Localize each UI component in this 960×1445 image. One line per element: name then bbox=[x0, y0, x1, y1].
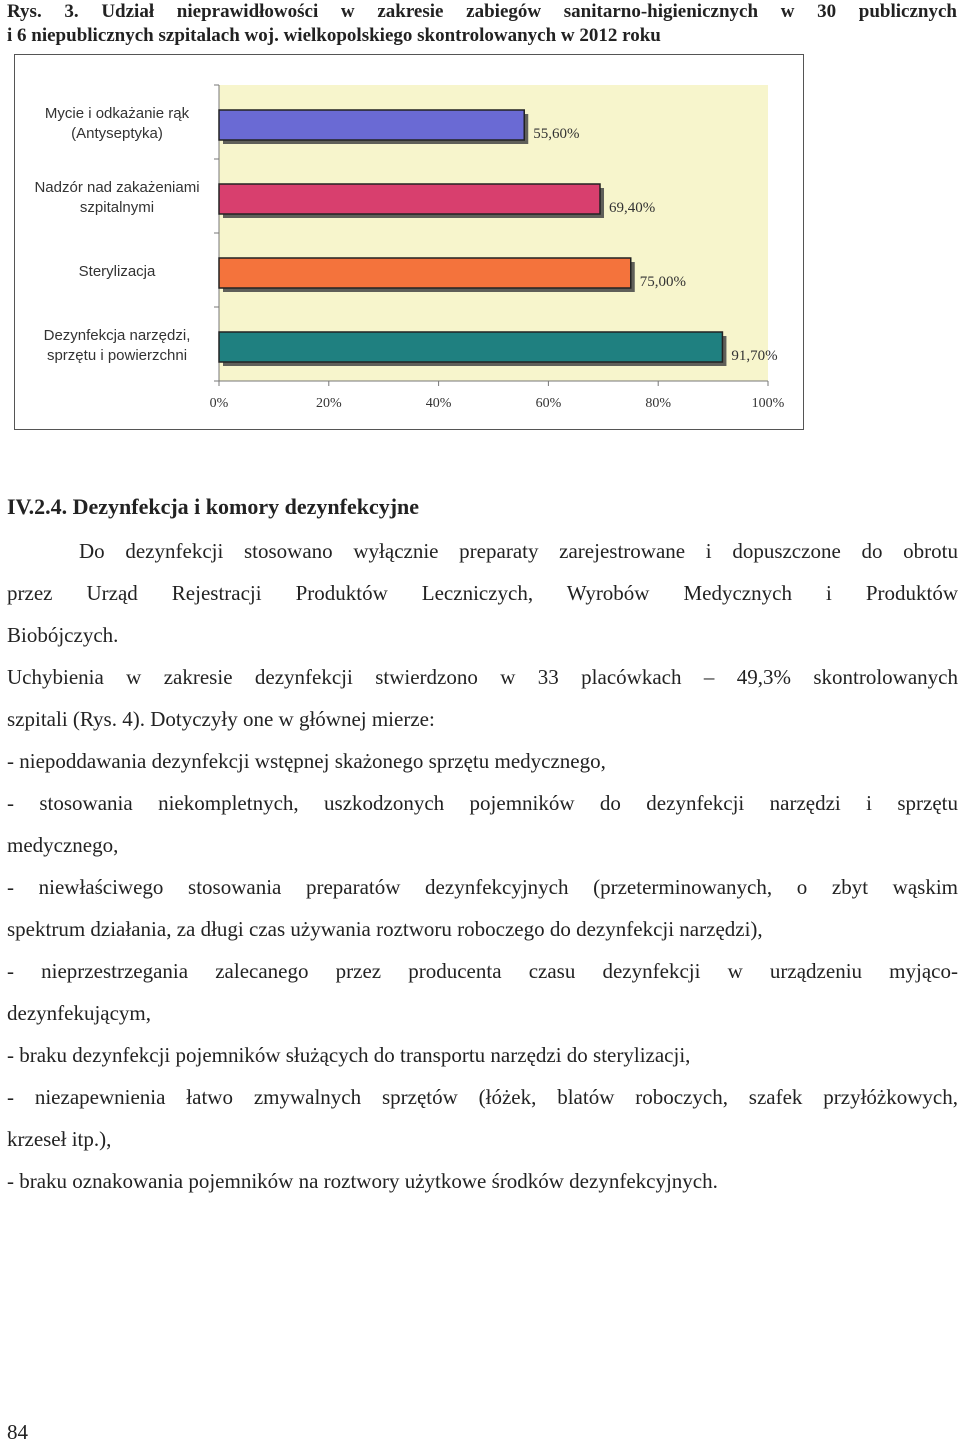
body-line: dezynfekującym, bbox=[7, 1001, 152, 1025]
x-tick-label: 0% bbox=[209, 396, 229, 411]
category-label: sprzętu i powierzchni bbox=[46, 347, 188, 364]
body-line: szpitali (Rys. 4). Dotyczyły one w głównej mierze: bbox=[7, 707, 435, 731]
data-label: 91,70% bbox=[731, 348, 778, 364]
bar bbox=[219, 110, 524, 140]
bar bbox=[219, 184, 600, 214]
x-tick-label: 100% bbox=[751, 396, 785, 411]
body-line: - braku oznakowania pojemników na roztwory użytkowe środków dezynfekcyjnych. bbox=[7, 1169, 718, 1193]
category-label: (Antyseptyka) bbox=[71, 125, 163, 142]
page-number: 84 bbox=[7, 1420, 28, 1444]
data-label: 75,00% bbox=[639, 274, 686, 290]
body-line: - stosowania niekompletnych, uszkodzonych pojemników do dezynfekcji narzędzi i sprzętu bbox=[7, 791, 958, 815]
bar-chart bbox=[14, 54, 804, 430]
bar bbox=[219, 258, 631, 288]
body-line: - niezapewnienia łatwo zmywalnych sprzętów (łóżek, blatów roboczych, szafek przyłóżkowych, bbox=[7, 1085, 958, 1109]
figure-caption-line-2: i 6 niepublicznych szpitalach woj. wielkopolskiego skontrolowanych w 2012 roku bbox=[7, 25, 661, 46]
bar-chart-svg bbox=[15, 55, 803, 429]
body-line: - braku dezynfekcji pojemników służących do transportu narzędzi do sterylizacji, bbox=[7, 1043, 691, 1067]
body-line: Do dezynfekcji stosowano wyłącznie preparaty zarejestrowane i dopuszczone do obrotu bbox=[79, 539, 958, 563]
body-text bbox=[7, 530, 958, 1202]
figure-caption bbox=[7, 0, 957, 48]
category-label: Sterylizacja bbox=[78, 263, 156, 280]
body-line: Uchybienia w zakresie dezynfekcji stwierdzono w 33 placówkach – 49,3% skontrolowanych bbox=[7, 665, 958, 689]
body-line: przez Urząd Rejestracji Produktów Leczniczych, Wyrobów Medycznych i Produktów bbox=[7, 581, 958, 605]
data-label: 69,40% bbox=[609, 200, 656, 216]
category-label: Dezynfekcja narzędzi, bbox=[43, 327, 191, 344]
x-tick-label: 60% bbox=[535, 396, 562, 411]
body-line: Biobójczych. bbox=[7, 623, 119, 647]
body-line: krzeseł itp.), bbox=[7, 1127, 112, 1151]
section-heading: IV.2.4. Dezynfekcja i komory dezynfekcyjne bbox=[7, 494, 420, 519]
x-tick-label: 40% bbox=[425, 396, 452, 411]
category-label: Nadzór nad zakażeniami bbox=[34, 179, 200, 196]
data-label: 55,60% bbox=[533, 126, 580, 142]
figure-caption-line-1: Rys. 3. Udział nieprawidłowości w zakresie zabiegów sanitarno-higienicznych w 30 publicznych bbox=[7, 1, 957, 22]
body-line: spektrum działania, za długi czas używania roztworu roboczego do dezynfekcji narzędzi), bbox=[7, 917, 763, 941]
body-line: - nieprzestrzegania zalecanego przez producenta czasu dezynfekcji w urządzeniu myjąco- bbox=[7, 959, 958, 983]
x-tick-label: 20% bbox=[315, 396, 342, 411]
body-line: medycznego, bbox=[7, 833, 119, 857]
bar bbox=[219, 332, 722, 362]
category-label: szpitalnymi bbox=[79, 199, 155, 216]
category-label: Mycie i odkażanie rąk bbox=[44, 105, 190, 122]
body-line: - niepoddawania dezynfekcji wstępnej skażonego sprzętu medycznego, bbox=[7, 749, 606, 773]
x-tick-label: 80% bbox=[645, 396, 672, 411]
body-line: - niewłaściwego stosowania preparatów dezynfekcyjnych (przeterminowanych, o zbyt wąskim bbox=[7, 875, 958, 899]
